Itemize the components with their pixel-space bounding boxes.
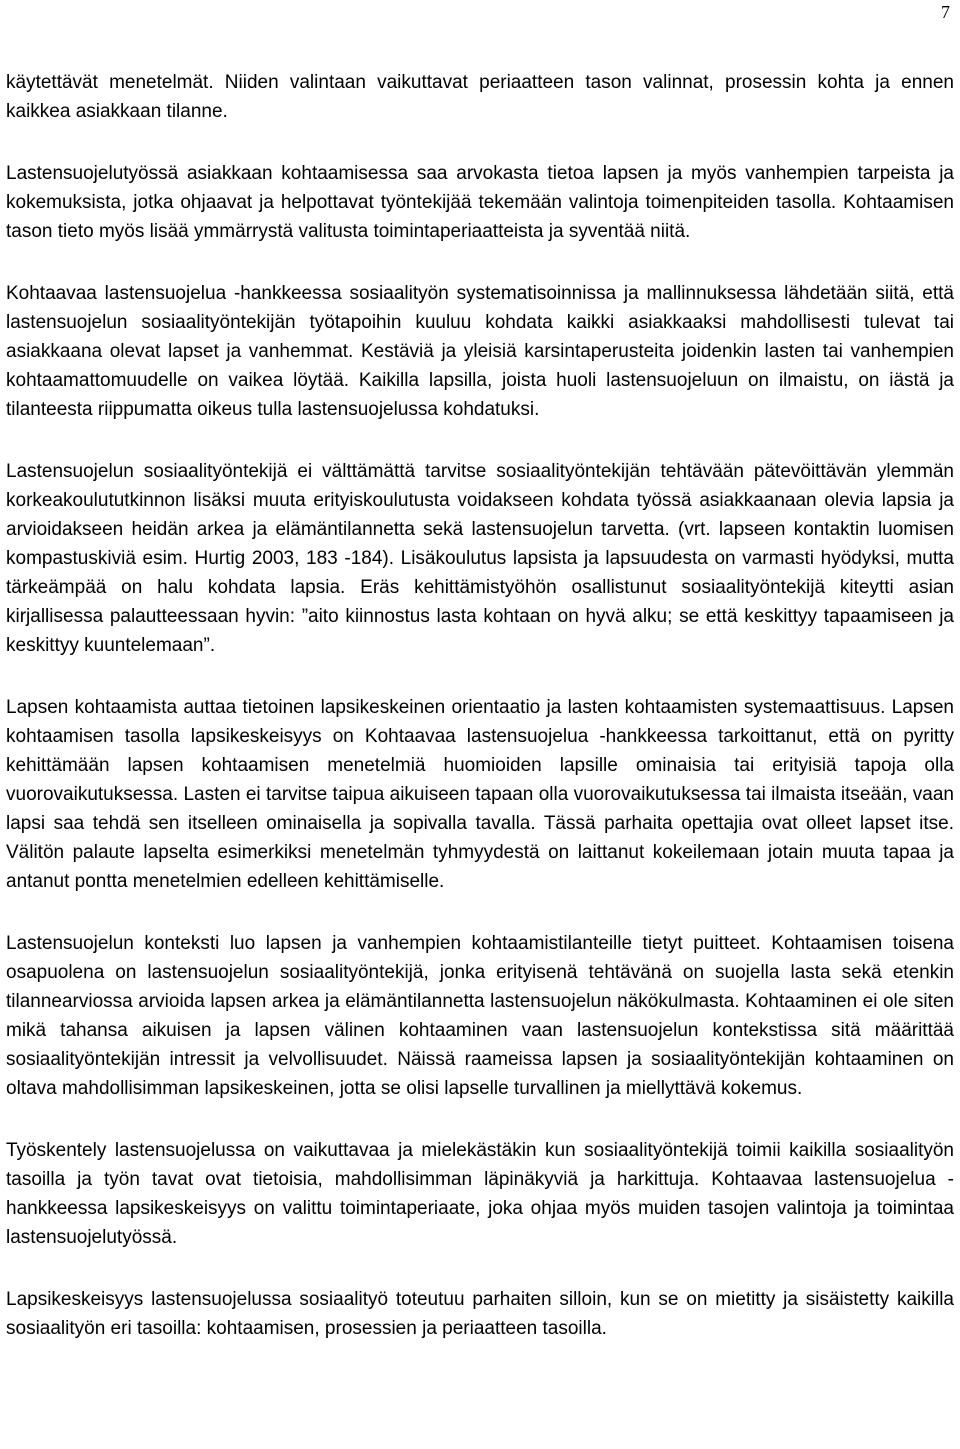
paragraph-6: Lastensuojelun konteksti luo lapsen ja vanhempien kohtaamistilanteille tietyt puitteet. Kohtaamisen toisena osapuolena on lastensuojelun sosiaalityöntekijä, jonka erityisenä tehtävänä on suojella lasta sekä etenkin tilannearviossa arvioida lapsen arkea ja elämäntilannetta lastensuojelun näkökulmasta. Kohtaaminen ei ole siten mikä tahansa aikuisen ja lapsen välinen kohtaaminen vaan lastensuojelun kontekstissa sitä määrittää sosiaalityöntekijän intressit ja velvollisuudet. Näissä raameissa lapsen ja sosiaalityöntekijän kohtaaminen on oltava mahdollisimman lapsikeskeinen, jotta se olisi lapselle turvallinen ja miellyttävä kokemus. — [6, 933, 954, 1099]
paragraph-3: Kohtaavaa lastensuojelua -hankkeessa sosiaalityön systematisoinnissa ja mallinnuksessa lähdetään siitä, että lastensuojelun sosiaalityöntekijän työtapoihin kuuluu kohdata kaikki asiakkaaksi mahdollisesti tulevat tai asiakkaana olevat lapset ja vanhemmat. Kestäviä ja yleisiä karsintaperusteita joidenkin lasten tai vanhempien kohtaamattomuudelle on vaikea löytää. Kaikilla lapsilla, joista huoli lastensuojeluun on ilmaistu, on iästä ja tilanteesta riippumatta oikeus tulla lastensuojelussa kohdatuksi. — [6, 283, 954, 420]
page-number: 7 — [941, 2, 950, 22]
document-body — [6, 68, 954, 1343]
paragraph-5: Lapsen kohtaamista auttaa tietoinen lapsikeskeinen orientaatio ja lasten kohtaamisten systemaattisuus. Lapsen kohtaamisen tasolla lapsikeskeisyys on Kohtaavaa lastensuojelua -hankkeessa tarkoittanut, että on pyritty kehittämään lapsen kohtaamisen menetelmiä huomioiden lapsille ominaisia tai erityisiä tapoja olla vuorovaikutuksessa. Lasten ei tarvitse taipua aikuiseen tapaan olla vuorovaikutuksessa tai ilmaista itseään, vaan lapsi saa tehdä sen itselleen ominaisella ja sopivalla tavalla. Tässä parhaita opettajia ovat olleet lapset itse. Välitön palaute lapselta esimerkiksi menetelmän tyhmyydestä on laittanut kokeilemaan jotain muuta tapaa ja antanut pontta menetelmien edelleen kehittämiselle. — [6, 697, 954, 892]
paragraph-4: Lastensuojelun sosiaalityöntekijä ei välttämättä tarvitse sosiaalityöntekijän tehtävään pätevöittävän ylemmän korkeakoulututkinnon lisäksi muuta erityiskoulutusta voidakseen kohdata työssä asiakkaanaan olevia lapsia ja arvioidakseen heidän arkea ja elämäntilannetta sekä lastensuojelun tarvetta. (vrt. lapseen kontaktin luomisen kompastuskiviä esim. Hurtig 2003, 183 -184). Lisäkoulutus lapsista ja lapsuudesta on varmasti hyödyksi, mutta tärkeämpää on halu kohdata lapsia. Eräs kehittämistyöhön osallistunut sosiaalityöntekijä kiteytti asian kirjallisessa palautteessaan hyvin: ”aito kiinnostus lasta kohtaan on hyvä alku; se että keskittyy tapaamiseen ja keskittyy kuuntelemaan”. — [6, 461, 954, 656]
paragraph-7: Työskentely lastensuojelussa on vaikuttavaa ja mielekästäkin kun sosiaalityöntekijä toimii kaikilla sosiaalityön tasoilla ja työn tavat ovat tietoisia, mahdollisimman läpinäkyviä ja harkittuja. Kohtaavaa lastensuojelua -hankkeessa lapsikeskeisyys on valittu toimintaperiaate, joka ohjaa myös muiden tasojen valintoja ja toimintaa lastensuojelutyössä. — [6, 1140, 954, 1248]
paragraph-1: käytettävät menetelmät. Niiden valintaan vaikuttavat periaatteen tason valinnat, prosessin kohta ja ennen kaikkea asiakkaan tilanne. — [6, 72, 954, 122]
paragraph-2: Lastensuojelutyössä asiakkaan kohtaamisessa saa arvokasta tietoa lapsen ja myös vanhempien tarpeista ja kokemuksista, jotka ohjaavat ja helpottavat työntekijää tekemään valintoja toimenpiteiden tasolla. Kohtaamisen tason tieto myös lisää ymmärrystä valitusta toimintaperiaatteista ja syventää niitä. — [6, 163, 954, 242]
paragraph-8: Lapsikeskeisyys lastensuojelussa sosiaalityö toteutuu parhaiten silloin, kun se on mietitty ja sisäistetty kaikilla sosiaalityön eri tasoilla: kohtaamisen, prosessien ja periaatteen tasoilla. — [6, 1289, 954, 1339]
